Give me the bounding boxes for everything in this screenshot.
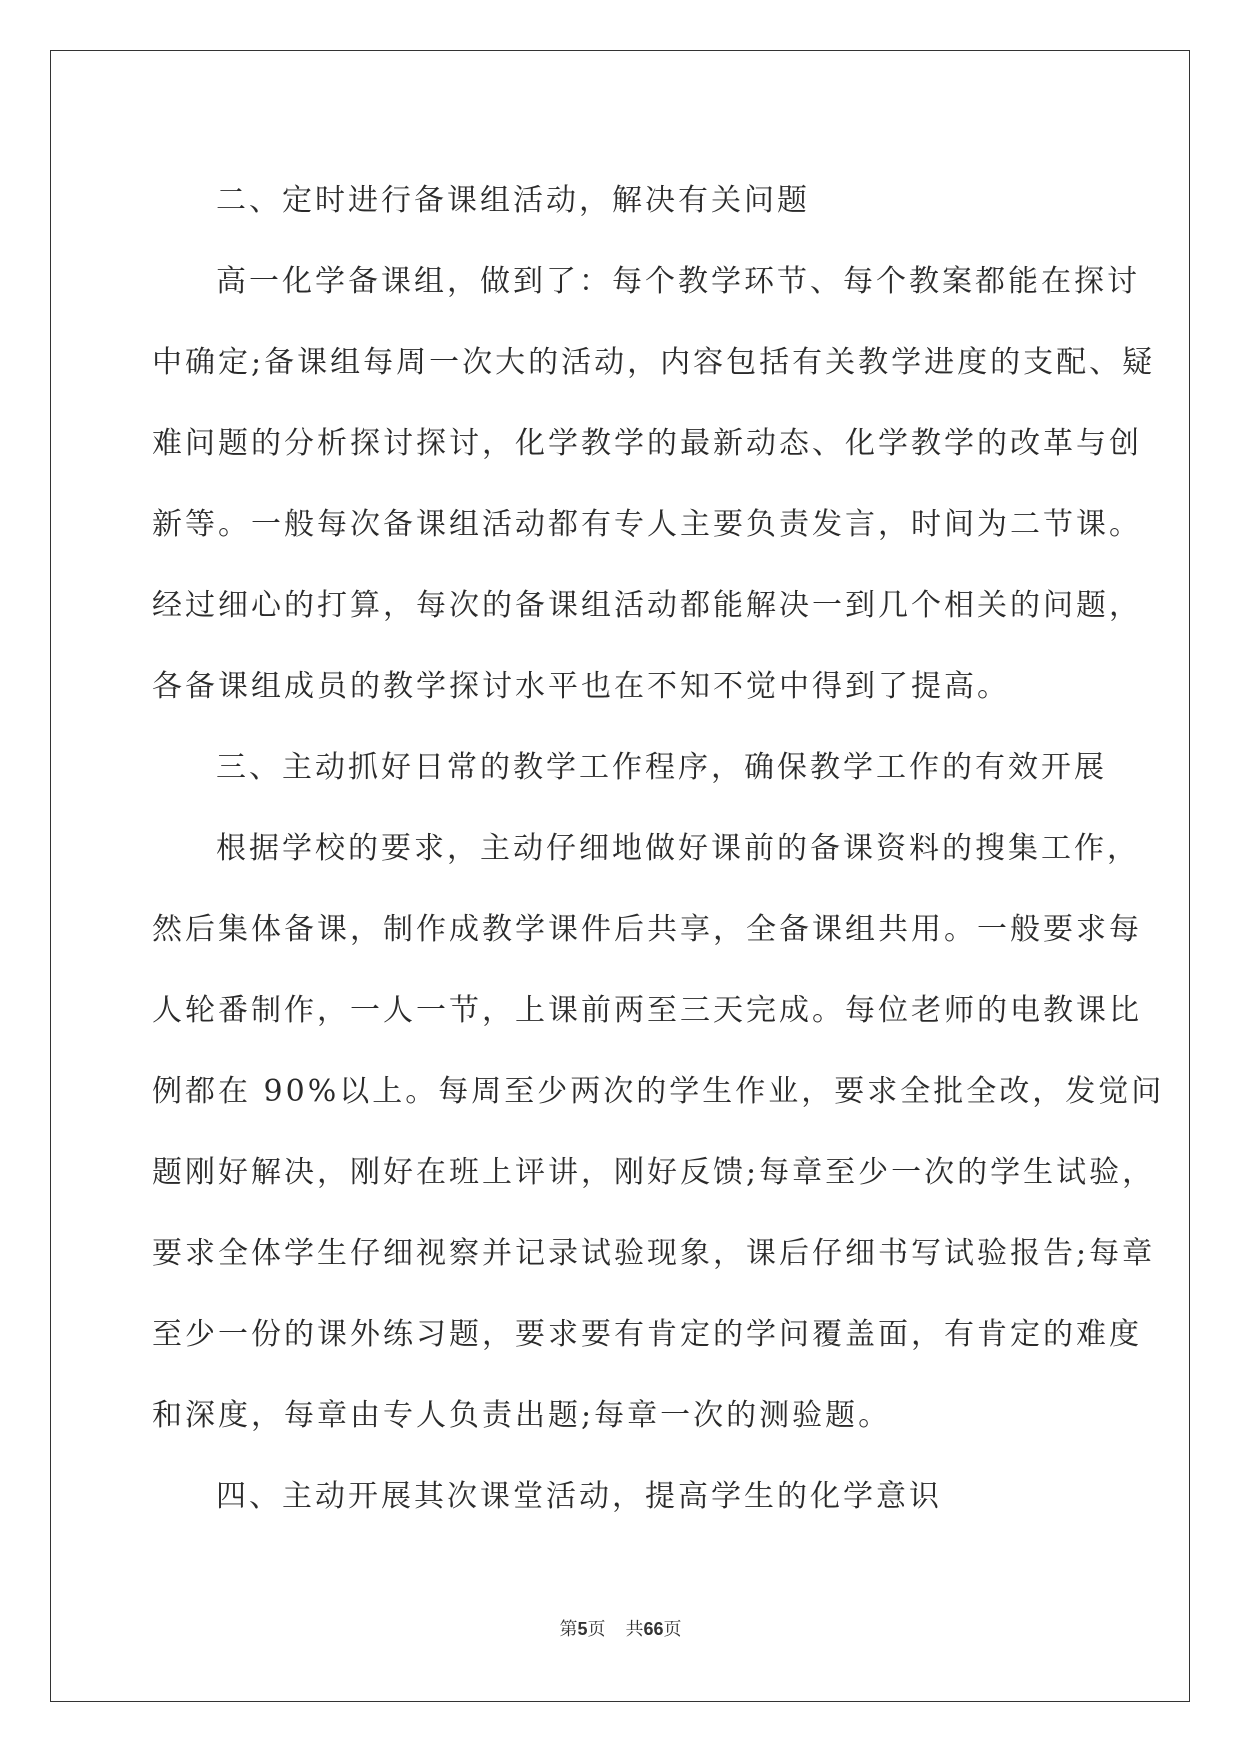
total-suffix: 页 [663, 1619, 682, 1640]
page-number: 5 [577, 1619, 588, 1639]
paragraph-line: 高一化学备课组，做到了：每个教学环节、每个教案都能在探讨 [216, 264, 1140, 299]
paragraph-line: 人轮番制作，一人一节，上课前两至三天完成。每位老师的电教课比 [152, 993, 1142, 1028]
page-prefix: 第 [559, 1619, 578, 1640]
page-suffix: 页 [587, 1619, 606, 1640]
paragraph-line: 至少一份的课外练习题，要求要有肯定的学问覆盖面，有肯定的难度 [152, 1317, 1142, 1352]
paragraph-line: 题刚好解决，刚好在班上评讲，刚好反馈;每章至少一次的学生试验， [152, 1155, 1156, 1190]
paragraph-line: 要求全体学生仔细视察并记录试验现象，课后仔细书写试验报告;每章 [152, 1236, 1156, 1271]
document-body [152, 160, 1165, 1537]
paragraph-line: 例都在 90%以上。每周至少两次的学生作业，要求全批全改，发觉问 [152, 1074, 1165, 1109]
total-pages: 66 [643, 1619, 664, 1639]
page-footer [0, 1615, 1241, 1641]
paragraph-line: 难问题的分析探讨探讨，化学教学的最新动态、化学教学的改革与创 [152, 426, 1142, 461]
paragraph-line: 各备课组成员的教学探讨水平也在不知不觉中得到了提高。 [152, 669, 1010, 704]
section-heading-3: 三、主动抓好日常的教学工作程序，确保教学工作的有效开展 [216, 750, 1107, 785]
paragraph-line: 中确定;备课组每周一次大的活动，内容包括有关教学进度的支配、疑 [152, 345, 1156, 380]
paragraph-line: 然后集体备课，制作成教学课件后共享，全备课组共用。一般要求每 [152, 912, 1142, 947]
paragraph-line: 新等。一般每次备课组活动都有专人主要负责发言，时间为二节课。 [152, 507, 1142, 542]
total-prefix: 共 [625, 1619, 644, 1640]
section-heading-4: 四、主动开展其次课堂活动，提高学生的化学意识 [216, 1479, 942, 1514]
section-heading-2: 二、定时进行备课组活动，解决有关问题 [216, 183, 810, 218]
paragraph-line: 和深度，每章由专人负责出题;每章一次的测验题。 [152, 1398, 892, 1433]
paragraph-line: 经过细心的打算，每次的备课组活动都能解决一到几个相关的问题， [152, 588, 1142, 623]
paragraph-line: 根据学校的要求，主动仔细地做好课前的备课资料的搜集工作， [216, 831, 1140, 866]
